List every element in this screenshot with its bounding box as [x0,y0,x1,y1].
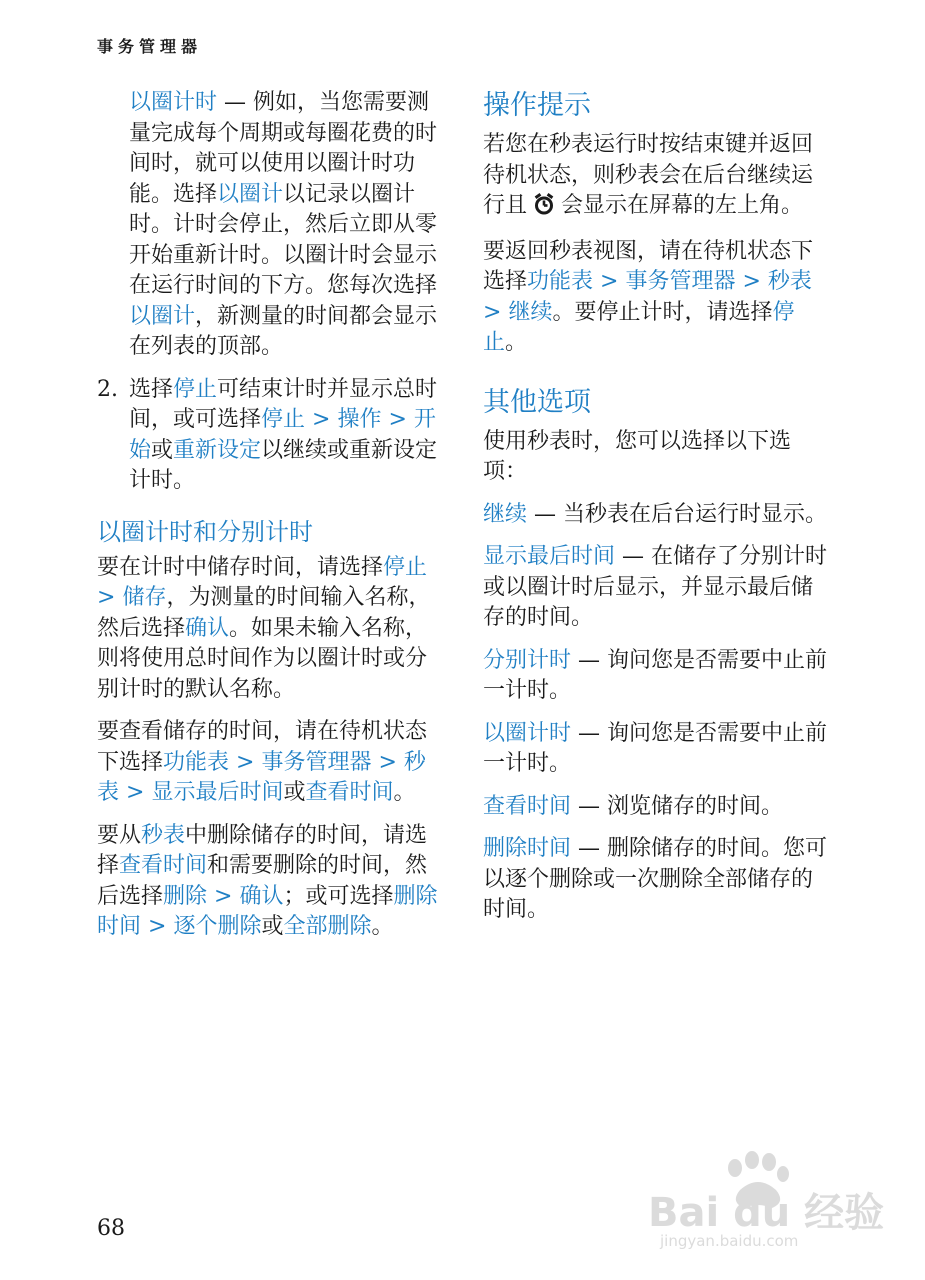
baidu-watermark [640,1140,890,1250]
option-name: 查看时间 [483,793,572,819]
left-column [97,88,442,955]
paragraph-background-run: 若您在秒表运行时按结束键并返回待机状态，则秒表会在后台继续运行且 会显示在屏幕的左上角。 [483,130,828,225]
running-head: 事务管理器 [97,37,203,56]
paragraph-return-view: 要返回秒表视图，请在待机状态下选择功能表 > 事务管理器 > 秒表 > 继续。要停止计时，请选择停止。 [483,238,814,355]
option-name: 分别计时 [483,647,572,673]
step-2-text: 选择停止可结束计时并显示总时间，或可选择停止 > 操作 > 开始或重新设定以继续或重新设定计时。 [129,376,438,493]
paragraph-view-time: 要查看储存的时间，请在待机状态下选择功能表 > 事务管理器 > 秒表 > 显示最后时间或查看时间。 [97,719,428,805]
options-intro: 使用秒表时，您可以选择以下选项： [483,428,792,484]
option-item: 删除时间 — 删除储存的时间。您可以逐个删除或一次删除全部储存的时间。 [483,836,828,922]
option-item: 查看时间 — 浏览储存的时间。 [483,793,784,819]
stopwatch-icon [533,193,555,225]
section-heading-other-options: 其他选项 [483,386,591,418]
term-lap: 以圈计 [217,181,284,207]
step-number: 2. [97,376,118,402]
paragraph-delete-time: 要从秒表中删除储存的时间，请选择查看时间和需要删除的时间，然后选择删除 > 确认；或可选择删除时间 > 逐个删除或全部删除。 [97,822,438,939]
option-item: 以圈计时 — 询问您是否需要中止前一计时。 [483,720,828,776]
option-name: 继续 [483,501,528,527]
term-lap: 以圈计 [129,303,196,329]
watermark-logo-text: Bai du 经验 [648,1190,885,1236]
section-heading-lap-split: 以圈计时和分别计时 [97,517,313,546]
term-lap-timing: 以圈计时 [129,90,218,115]
option-name: 删除时间 [483,836,572,861]
option-name: 显示最后时间 [483,544,616,569]
paragraph-save-time: 要在计时中储存时间，请选择停止 > 储存，为测量的时间输入名称，然后选择确认。如果未输入名称，则将使用总时间作为以圈计时或分别计时的默认名称。 [97,554,431,702]
option-item: 分别计时 — 询问您是否需要中止前一计时。 [483,647,828,703]
option-name: 以圈计时 [483,720,572,746]
right-column [483,88,828,938]
section-heading-tips: 操作提示 [483,90,591,121]
step-2 [97,375,442,497]
page-number: 68 [97,1216,125,1241]
watermark-url: jingyan.baidu.com [660,1232,799,1250]
lap-timing-intro: 以圈计时 — 例如，当您需要测量完成每个周期或每圈花费的时间时，就可以使用以圈计时功能。选择以圈计以记录以圈计时。计时会停止，然后立即从零开始重新计时。以圈计时会显示在运行时间的下方。您每次选择以圈计，新测量的时间都会显示在列表的顶部。 [129,90,438,359]
option-item: 显示最后时间 — 在储存了分别计时或以圈计时后显示，并显示最后储存的时间。 [483,544,828,630]
option-item: 继续 — 当秒表在后台运行时显示。 [483,501,828,527]
